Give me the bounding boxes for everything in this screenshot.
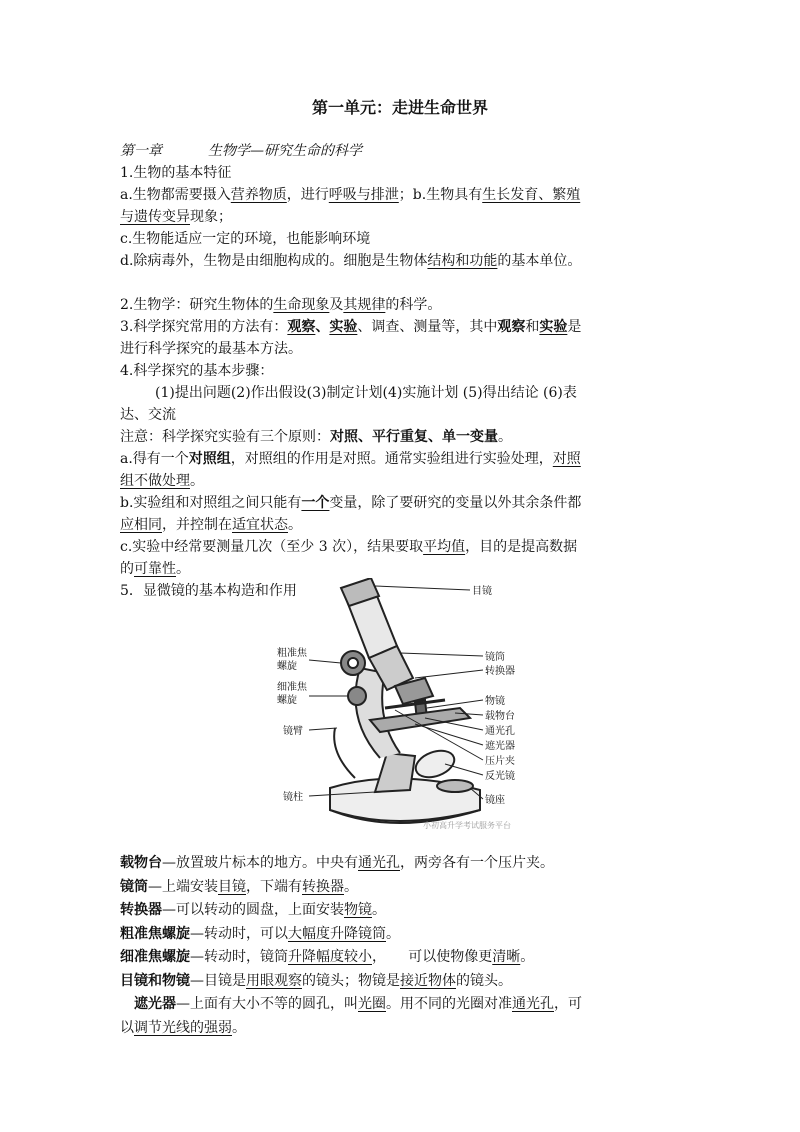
label-eyepiece: 目镜	[472, 586, 492, 597]
section-5-heading: 5．显微镜的基本构造和作用	[120, 583, 297, 599]
watermark: 小初高升学考试服务平台	[423, 821, 511, 830]
label-base: 镜座	[485, 795, 505, 806]
label-stage-clip: 压片夹	[485, 756, 515, 767]
parts-description	[120, 852, 680, 1040]
label-stage-hole: 通光孔	[485, 726, 515, 737]
page-title: 第一单元：走进生命世界	[311, 98, 488, 117]
part-nosepiece: 转换器—可以转动的圆盘，上面安装物镜。	[120, 902, 386, 918]
microscope-illustration	[275, 578, 555, 840]
label-stage: 载物台	[485, 711, 515, 722]
chapter-name: 生物学—研究生命的科学	[208, 143, 362, 159]
label-coarse-1: 粗准焦	[277, 648, 307, 659]
section-1-heading: 1.生物的基本特征	[120, 165, 232, 181]
part-diaphragm-cont: 以调节光线的强弱。	[120, 1019, 246, 1036]
part-coarse-focus: 粗准焦螺旋—转动时，可以大幅度升降镜筒。	[120, 925, 400, 942]
section-4-steps: (1)提出问题(2)作出假设(3)制定计划(4)实施计划 (5)得出结论 (6)表	[155, 385, 577, 401]
label-mirror: 反光镜	[485, 771, 515, 782]
chapter-number: 第一章	[120, 143, 162, 159]
section-4-item-b: b.实验组和对照组之间只能有一个变量，除了要研究的变量以外其余条件都 应相同，并控制在适宜状态。	[120, 495, 582, 533]
label-fine-1: 细准焦	[277, 682, 307, 693]
section-2: 2.生物学：研究生物体的生命现象及其规律的科学。	[120, 297, 442, 313]
part-body-tube: 镜筒—上端安装目镜，下端有转换器。	[120, 878, 358, 895]
chapter-content	[120, 140, 680, 602]
label-fine-2: 螺旋	[277, 695, 297, 706]
section-1-item-d: d.除病毒外，生物是由细胞构成的。细胞是生物体结构和功能的基本单位。	[120, 253, 582, 269]
section-4-steps-cont: 达、交流	[120, 407, 176, 423]
part-fine-focus: 细准焦螺旋—转动时，镜筒升降幅度较小， 可以使物像更清晰。	[120, 949, 535, 965]
label-arm: 镜臂	[283, 726, 303, 737]
label-pillar: 镜柱	[283, 792, 303, 803]
section-3: 3.科学探究常用的方法有：观察、实验、调查、测量等，其中观察和实验是 进行科学探究的最基本方法。	[120, 319, 582, 357]
part-diaphragm: 遮光器—上面有大小不等的圆孔，叫光圈。用不同的光圈对准通光孔，可	[134, 996, 582, 1012]
section-1-item-a: a.生物都需要摄入营养物质，进行呼吸与排泄；b.生物具有生长发育、繁殖 与遗传变异现象；	[120, 187, 581, 225]
section-4-item-c: c.实验中经常要测量几次（至少 3 次），结果要取平均值，目的是提高数据 的可靠性。	[120, 539, 578, 577]
section-4-note: 注意：科学探究实验有三个原则：对照、平行重复、单一变量。	[120, 429, 512, 445]
section-1-item-c: c.生物能适应一定的环境，也能影响环境	[120, 231, 371, 247]
section-4-heading: 4.科学探究的基本步骤：	[120, 363, 274, 379]
part-lenses: 目镜和物镜—目镜是用眼观察的镜头；物镜是接近物体的镜头。	[120, 972, 512, 989]
label-coarse-2: 螺旋	[277, 661, 297, 672]
chapter-heading	[120, 140, 680, 162]
microscope-diagram	[275, 578, 555, 840]
label-diaphragm: 遮光器	[485, 741, 515, 752]
section-4-item-a: a.得有一个对照组，对照组的作用是对照。通常实验组进行实验处理，对照 组不做处理。	[120, 451, 581, 489]
label-nosepiece: 转换器	[485, 666, 515, 677]
label-body-tube: 镜筒	[485, 652, 505, 663]
part-stage: 载物台—放置玻片标本的地方。中央有通光孔，两旁各有一个压片夹。	[120, 855, 554, 871]
label-objective: 物镜	[485, 696, 505, 707]
